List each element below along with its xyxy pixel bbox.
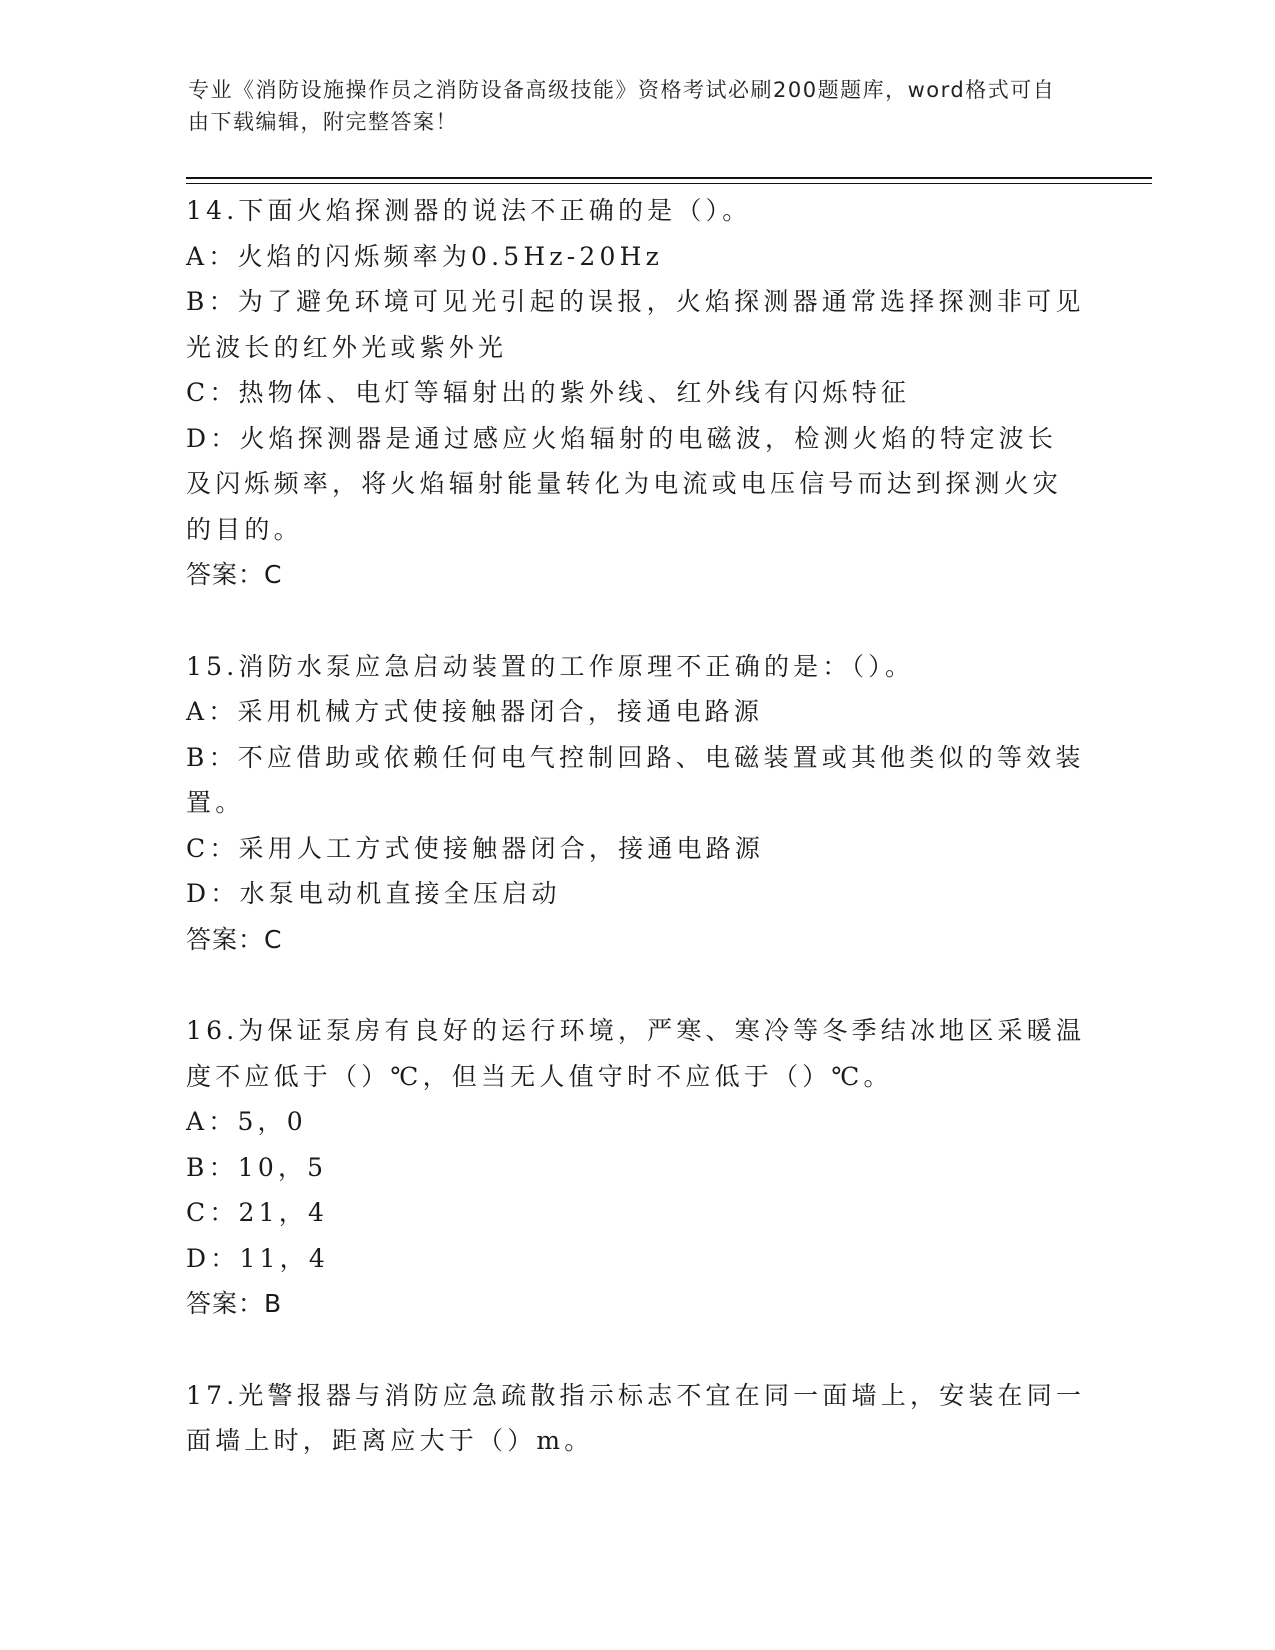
question-stem: 16.为保证泵房有良好的运行环境，严寒、寒冷等冬季结冰地区采暖温度不应低于（）℃，但当无人值守时不应低于（）℃。 bbox=[186, 1016, 1086, 1091]
answer-line: 答案：C bbox=[186, 560, 283, 589]
answer-line: 答案：B bbox=[186, 1289, 283, 1318]
question-14 bbox=[186, 188, 1086, 598]
option-a: A：采用机械方式使接触器闭合，接通电路源 bbox=[186, 697, 764, 726]
question-17 bbox=[186, 1373, 1086, 1464]
option-a: A：火焰的闪烁频率为0.5Hz-20Hz bbox=[186, 241, 664, 271]
question-stem: 15.消防水泵应急启动装置的工作原理不正确的是：（）。 bbox=[186, 651, 915, 681]
question-stem: 14.下面火焰探测器的说法不正确的是（）。 bbox=[186, 196, 752, 225]
option-c: C：采用人工方式使接触器闭合，接通电路源 bbox=[186, 833, 765, 863]
option-c: C：热物体、电灯等辐射出的紫外线、红外线有闪烁特征 bbox=[186, 378, 911, 407]
option-a: A：5，0 bbox=[186, 1107, 307, 1136]
option-b: B：为了避免环境可见光引起的误报，火焰探测器通常选择探测非可见光波长的红外光或紫外光 bbox=[186, 287, 1085, 362]
option-d: D：火焰探测器是通过感应火焰辐射的电磁波，检测火焰的特定波长及闪烁频率，将火焰辐射能量转化为电流或电压信号而达到探测火灾的目的。 bbox=[186, 423, 1063, 544]
option-b: B：10，5 bbox=[186, 1152, 328, 1182]
option-d: D：11，4 bbox=[186, 1243, 329, 1273]
option-c: C：21，4 bbox=[186, 1198, 329, 1227]
question-16 bbox=[186, 1008, 1086, 1327]
question-list bbox=[186, 188, 1086, 1464]
header-divider-thin bbox=[186, 183, 1152, 184]
header-divider-thick bbox=[186, 177, 1152, 179]
answer-line: 答案：C bbox=[186, 924, 283, 954]
document-header: 专业《消防设施操作员之消防设备高级技能》资格考试必刷200题题库，word格式可自由下载编辑，附完整答案！ bbox=[188, 78, 1056, 134]
option-b: B：不应借助或依赖任何电气控制回路、电磁装置或其他类似的等效装置。 bbox=[186, 742, 1085, 817]
question-stem: 17.光警报器与消防应急疏散指示标志不宜在同一面墙上，安装在同一面墙上时，距离应大于（）m。 bbox=[186, 1380, 1086, 1455]
question-15 bbox=[186, 644, 1086, 963]
option-d: D：水泵电动机直接全压启动 bbox=[186, 879, 561, 908]
